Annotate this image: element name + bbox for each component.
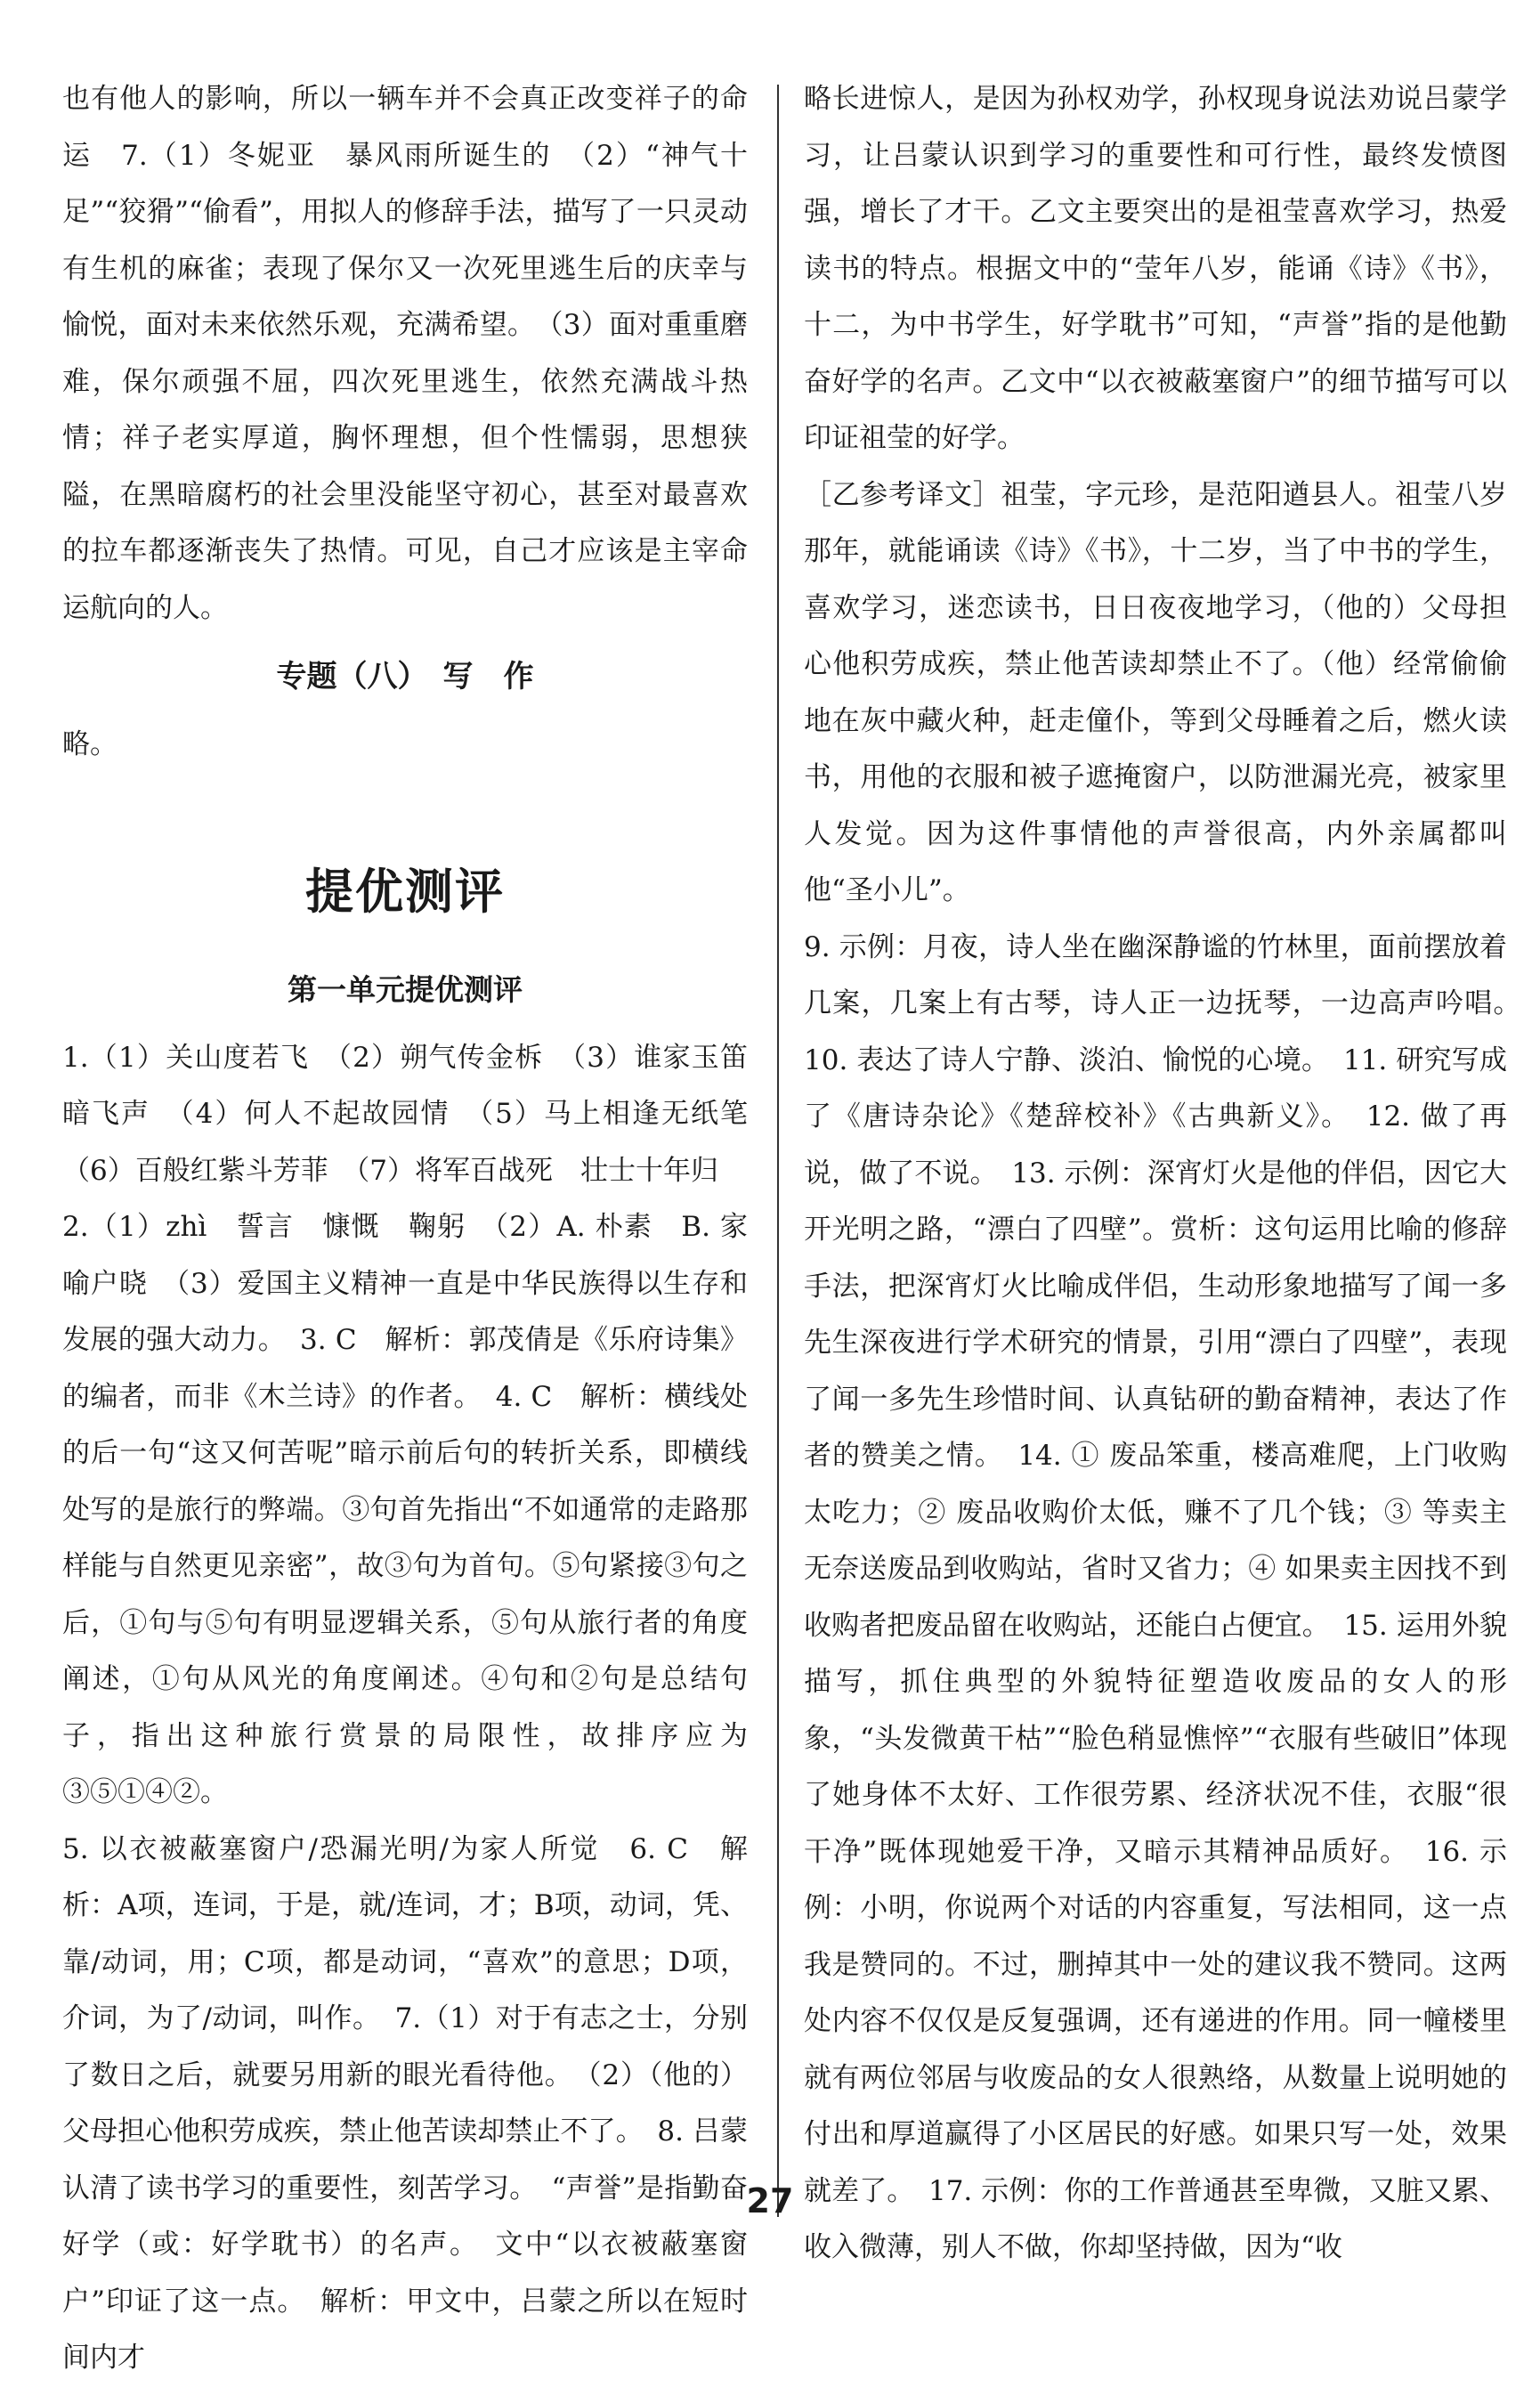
answer-q2-4: 2.（1）zhì 誓言 慷慨 鞠躬 （2）A. 朴素 B. 家喻户晓 （3）爱国主义精神一直是中华民族得以生存和发展的强大动力。 3. C 解析：郭茂倩是《乐府诗集》的编者，而非《木兰诗》的作者。 4. C 解析：横线处的后一句“这又何苦呢”暗示前后句的转折关系，即横线处写的是旅行的弊端。③句首先指出“不如通常的走路那样能与自然更见亲密”，故③句为首句。⑤句紧接③句之后，①句与⑤句有明显逻辑关系，⑤句从旅行者的角度阐述，①句从风光的角度阐述。④句和②句是总结句子，指出这种旅行赏景的局限性，故排序应为③⑤①④②。 [62,1211,748,1808]
answer-block-q8-continued: 略长进惊人，是因为孙权劝学，孙权现身说法劝说吕蒙学习，让吕蒙认识到学习的重要性和可行性，最终发愤图强，增长了才干。乙文主要突出的是祖莹喜欢学习，热爱读书的特点。根据文中的“莹年八岁，能诵《诗》《书》，十二，为中书学生，好学耽书”可知，“声誉”指的是他勤奋好学的名声。乙文中“以衣被蔽塞窗户”的细节描写可以印证祖莹的好学。 [804,83,1507,454]
topic-heading: 专题（八） 写 作 [276,659,534,694]
topic-body: 略。 [62,728,118,760]
right-column [804,71,1535,2277]
page-number: 27 [746,2181,794,2221]
answer-q9-17: 9. 示例：月夜，诗人坐在幽深静谧的竹林里，面前摆放着几案，几案上有古琴，诗人正一边抚琴，一边高声吟唱。 10. 表达了诗人宁静、淡泊、愉悦的心境。 11. 研究写成了《唐诗杂论》《楚辞校补》《古典新义》。 12. 做了再说，做了不说。 13. 示例：深宵灯火是他的伴侣，因它大开光明之路，“漂白了四壁”。赏析：这句运用比喻的修辞手法，把深宵灯火比喻成伴侣，生动形象地描写了闻一多先生深夜进行学术研究的情景，引用“漂白了四壁”，表现了闻一多先生珍惜时间、认真钻研的勤奋精神，表达了作者的赞美之情。 14. ① 废品笨重，楼高难爬，上门收购太吃力；② 废品收购价太低，赚不了几个钱；③ 等卖主无奈送废品到收购站，省时又省力；④ 如果卖主因找不到收购者把废品留在收购站，还能白占便宜。 15. 运用外貌描写，抓住典型的外貌特征塑造收废品的女人的形象，“头发微黄干枯”“脸色稍显憔悴”“衣服有些破旧”体现了她身体不太好、工作很劳累、经济状况不佳，衣服“很干净”既体现她爱干净，又暗示其精神品质好。 16. 示例：小明，你说两个对话的内容重复，写法相同，这一点我是赞同的。不过，删掉其中一处的建议我不赞同。这两处内容不仅仅是反复强调，还有递进的作用。同一幢楼里就有两位邻居与收废品的女人很熟络，从数量上说明她的付出和厚道赢得了小区居民的好感。如果只写一处，效果就差了。 17. 示例：你的工作普通甚至卑微，又脏又累、收入微薄，别人不做，你却坚持做，因为“收 [804,930,1535,2263]
section-heading: 提优测评 [305,863,505,920]
answer-q5-8: 5. 以衣被蔽塞窗户/恐漏光明/为家人所觉 6. C 解析：A项，连词，于是，就/连词，才；B项，动词，凭、靠/动词，用；C项，都是动词，“喜欢”的意思；D项，介词，为了/动词，叫作。 7.（1）对于有志之士，分别了数日之后，就要另用新的眼光看待他。 （2）（他的）父母担心他积劳成疾，禁止他苦读却禁止不了。 8. 吕蒙认清了读书学习的重要性，刻苦学习。 “声誉”是指勤奋好学（或：好学耽书）的名声。 文中“以衣被蔽塞窗户”印证了这一点。 解析：甲文中，吕蒙之所以在短时间内才 [62,1832,748,2374]
answer-q1: 1.（1）关山度若飞 （2）朔气传金柝 （3）谁家玉笛暗飞声 （4）何人不起故园情 （5）马上相逢无纸笔 （6）百般红紫斗芳菲 （7）将军百战死 壮士十年归 [62,1041,775,1187]
unit-heading: 第一单元提优测评 [288,971,523,1007]
column-divider [777,85,779,2217]
reference-translation: ［乙参考译文］祖莹，字元珍，是范阳遒县人。祖莹八岁那年，就能诵读《诗》《书》，十二岁，当了中书的学生，喜欢学习，迷恋读书，日日夜夜地学习，（他的）父母担心他积劳成疾，禁止他苦读却禁止不了。（他）经常偷偷地在灰中藏火种，赶走僮仆，等到父母睡着之后，燃火读书，用他的衣服和被子遮掩窗户，以防泄漏光亮，被家里人发觉。因为这件事情他的声誉很高，内外亲属都叫他“圣小儿”。 [804,478,1507,906]
answer-block-novel-reading: 也有他人的影响，所以一辆车并不会真正改变祥子的命运 7.（1）冬妮亚 暴风雨所诞生的 （2）“神气十足”“狡猾”“偷看”，用拟人的修辞手法，描写了一只灵动有生机的麻雀；表现了保尔又一次死里逃生后的庆幸与愉悦，面对未来依然乐观，充满希望。 （3）面对重重磨难，保尔顽强不屈，四次死里逃生，依然充满战斗热情；祥子老实厚道，胸怀理想，但个性懦弱，思想狭隘，在黑暗腐朽的社会里没能坚守初心，甚至对最喜欢的拉车都逐渐丧失了热情。可见，自己才应该是主宰命运航向的人。 [62,83,748,624]
